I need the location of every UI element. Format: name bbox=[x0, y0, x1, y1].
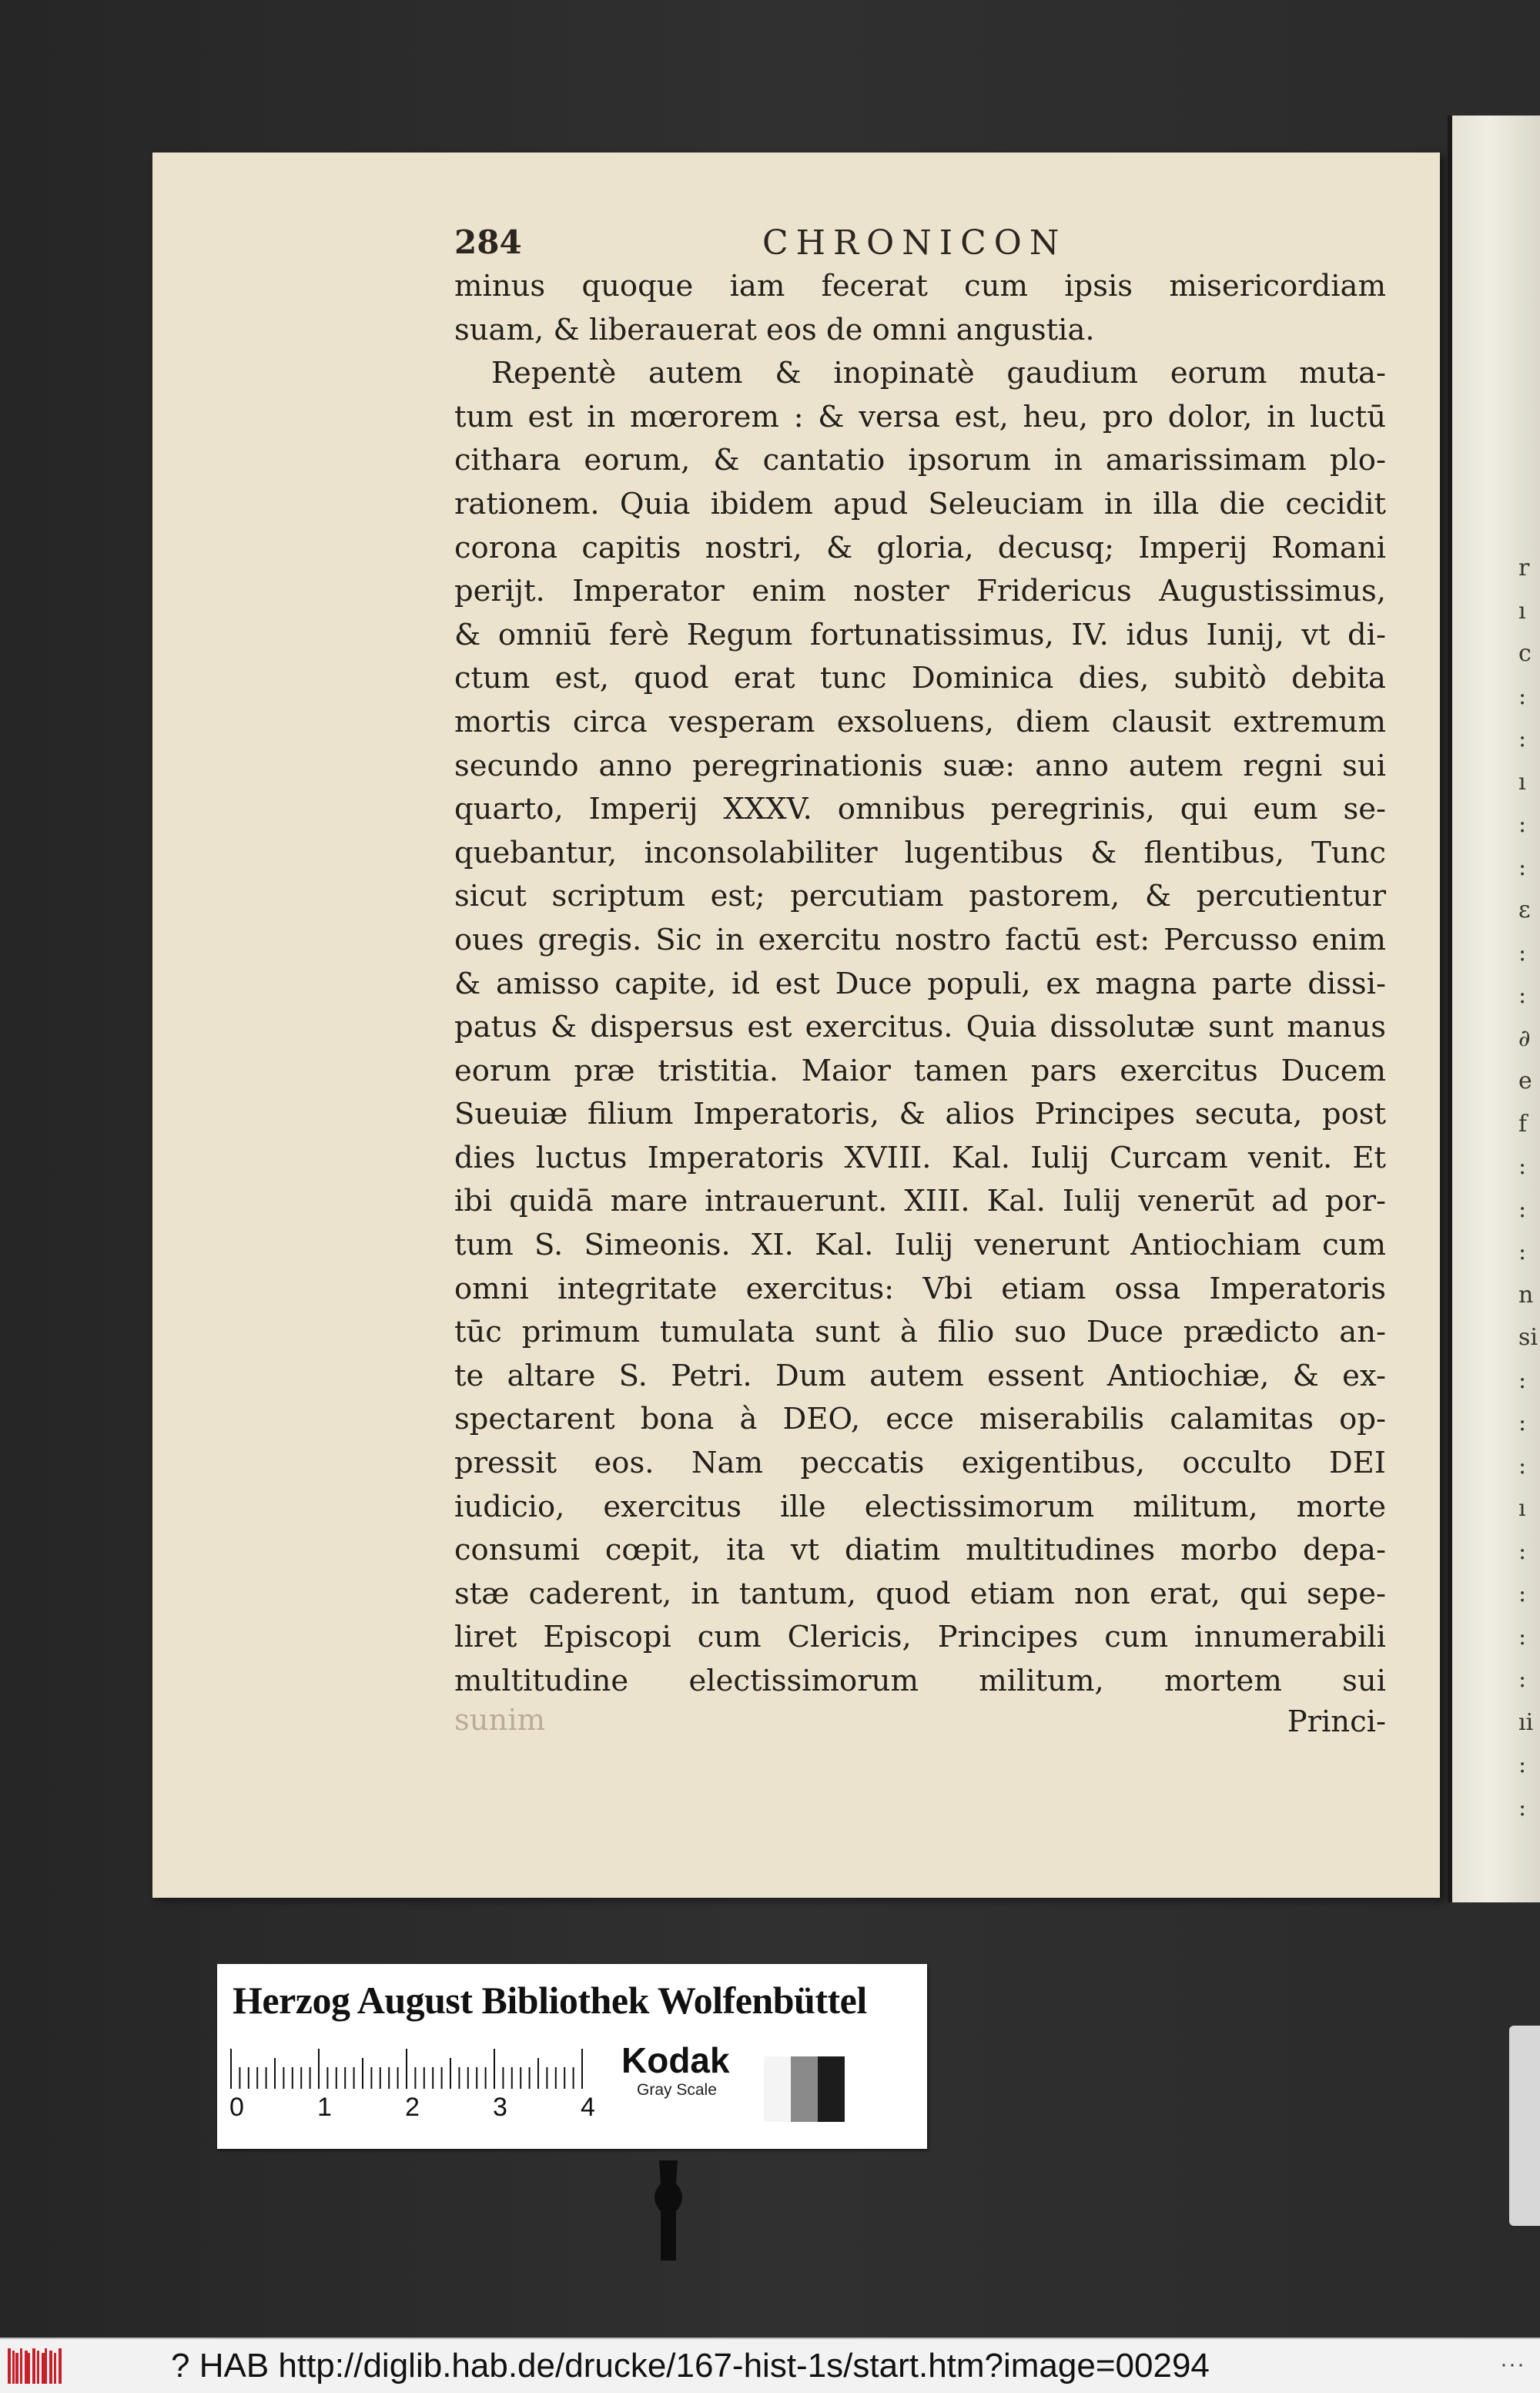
gray-patch bbox=[818, 2056, 845, 2122]
barcode-bar bbox=[20, 2348, 22, 2384]
barcode-bar bbox=[25, 2351, 28, 2384]
text-line: stæ caderent, in tantum, quod etiam non erat, qui sepe- bbox=[454, 1576, 1386, 1611]
gray-patch bbox=[791, 2056, 818, 2122]
ruler-ticks bbox=[228, 2043, 586, 2089]
gray-scale-label: Gray Scale bbox=[637, 2081, 717, 2099]
facing-page-fragments: r ı c : : ı : : ε : : ∂ e f : : : n si : : : ı : : : : ıi : : bbox=[1518, 555, 1538, 1822]
facing-page-edge bbox=[1448, 116, 1540, 1902]
text-line: patus & dispersus est exercitus. Quia dissolutæ sunt manus bbox=[454, 1010, 1386, 1045]
text-line: corona capitis nostri, & gloria, decusq; Imperij Romani bbox=[454, 530, 1386, 565]
barcode-bar bbox=[37, 2351, 39, 2384]
catchword: Princi- bbox=[1287, 1704, 1386, 1739]
image-url[interactable]: ? HAB http://diglib.hab.de/drucke/167-hist-1s/start.htm?image=00294 bbox=[171, 2347, 1210, 2385]
text-line: rationem. Quia ibidem apud Seleuciam in illa die cecidit bbox=[454, 486, 1386, 521]
text-line: dies luctus Imperatoris XVIII. Kal. Iulij Curcam venit. Et bbox=[454, 1140, 1386, 1175]
text-line: quarto, Imperij XXXV. omnibus peregrinis, qui eum se- bbox=[454, 792, 1386, 827]
ruler bbox=[228, 2043, 595, 2122]
text-line: iudicio, exercitus ille electissimorum militum, morte bbox=[454, 1489, 1386, 1524]
text-line: spectarent bona à DEO, ecce miserabilis calamitas op- bbox=[454, 1402, 1386, 1437]
barcode-bar bbox=[15, 2353, 18, 2384]
show-through-text: sunim bbox=[454, 1703, 546, 1738]
running-head bbox=[454, 219, 1386, 265]
text-line: mortis circa vesperam exsoluens, diem clausit extremum bbox=[454, 704, 1386, 739]
ruler-number: 3 bbox=[493, 2093, 507, 2122]
body-text bbox=[454, 265, 1386, 1704]
text-line: pressit eos. Nam peccatis exigentibus, occulto DEI bbox=[454, 1446, 1386, 1481]
text-line: tum est in mœrorem : & versa est, heu, pro dolor, in luctū bbox=[454, 399, 1386, 434]
text-line: tūc primum tumulata sunt à filio suo Duce prædicto an- bbox=[454, 1315, 1386, 1350]
text-line: ctum est, quod erat tunc Dominica dies, subitò debita bbox=[454, 661, 1386, 696]
more-icon[interactable]: ··· bbox=[1500, 2351, 1525, 2377]
text-line: oues gregis. Sic in exercitu nostro factū est: Percusso enim bbox=[454, 922, 1386, 957]
page-number: 284 bbox=[454, 223, 522, 261]
edge-card bbox=[1509, 2026, 1540, 2226]
text-line: & omniū ferè Regum fortunatissimus, IV. idus Iunij, vt di- bbox=[454, 617, 1386, 652]
status-bar bbox=[0, 2338, 1540, 2393]
barcode-bar bbox=[45, 2348, 47, 2384]
text-line: Repentè autem & inopinatè gaudium eorum muta- bbox=[491, 356, 1386, 391]
kodak-logo: Kodak bbox=[621, 2040, 730, 2080]
book-page bbox=[152, 152, 1440, 1898]
barcode-bar bbox=[32, 2348, 35, 2384]
text-line: ibi quidā mare intrauerunt. XIII. Kal. Iulij venerūt ad por- bbox=[454, 1184, 1386, 1219]
ruler-number: 0 bbox=[229, 2093, 244, 2122]
text-line: sicut scriptum est; percutiam pastorem, & percutientur bbox=[454, 879, 1386, 914]
gray-scale-patches bbox=[764, 2056, 845, 2122]
text-line: consumi cœpit, ita vt diatim multitudines morbo depa- bbox=[454, 1533, 1386, 1568]
ruler-number: 2 bbox=[405, 2093, 420, 2122]
text-line: secundo anno peregrinationis suæ: anno autem regni sui bbox=[454, 748, 1386, 783]
gray-patch bbox=[764, 2056, 791, 2122]
clip-icon bbox=[645, 2160, 691, 2261]
color-calibration-card bbox=[217, 1964, 927, 2149]
barcode-icon bbox=[8, 2347, 63, 2385]
barcode-bar bbox=[42, 2353, 45, 2384]
text-line: suam, & liberauerat eos de omni angustia. bbox=[454, 312, 1095, 347]
running-title: CHRONICON bbox=[762, 223, 1067, 263]
barcode-bar bbox=[54, 2353, 56, 2384]
barcode-bar bbox=[8, 2348, 11, 2384]
barcode-bar bbox=[12, 2351, 15, 2384]
ruler-number: 1 bbox=[317, 2093, 332, 2122]
text-line: perijt. Imperator enim noster Fridericus Augustissimus, bbox=[454, 574, 1386, 609]
barcode-bar bbox=[59, 2348, 62, 2384]
text-line: Sueuiæ filium Imperatoris, & alios Principes secuta, post bbox=[454, 1097, 1386, 1132]
text-line: tum S. Simeonis. XI. Kal. Iulij venerunt Antiochiam cum bbox=[454, 1228, 1386, 1263]
text-line: cithara eorum, & cantatio ipsorum in amarissimam plo- bbox=[454, 443, 1386, 478]
ruler-number: 4 bbox=[581, 2093, 595, 2122]
text-line: omni integritate exercitus: Vbi etiam ossa Imperatoris bbox=[454, 1271, 1386, 1306]
text-line: quebantur, inconsolabiliter lugentibus & flentibus, Tunc bbox=[454, 835, 1386, 870]
text-line: multitudine electissimorum militum, mortem sui bbox=[454, 1664, 1386, 1698]
text-line: liret Episcopi cum Clericis, Principes cum innumerabili bbox=[454, 1620, 1386, 1655]
barcode-bar bbox=[28, 2353, 30, 2384]
barcode-bar bbox=[49, 2351, 52, 2384]
text-line: te altare S. Petri. Dum autem essent Antiochiæ, & ex- bbox=[454, 1358, 1386, 1393]
text-line: & amisso capite, id est Duce populi, ex magna parte dissi- bbox=[454, 966, 1386, 1001]
text-line: eorum præ tristitia. Maior tamen pars exercitus Ducem bbox=[454, 1053, 1386, 1088]
library-name: Herzog August Bibliothek Wolfenbüttel bbox=[233, 1979, 867, 2022]
text-line: minus quoque iam fecerat cum ipsis misericordiam bbox=[454, 269, 1386, 303]
page-text-block bbox=[454, 219, 1386, 1852]
